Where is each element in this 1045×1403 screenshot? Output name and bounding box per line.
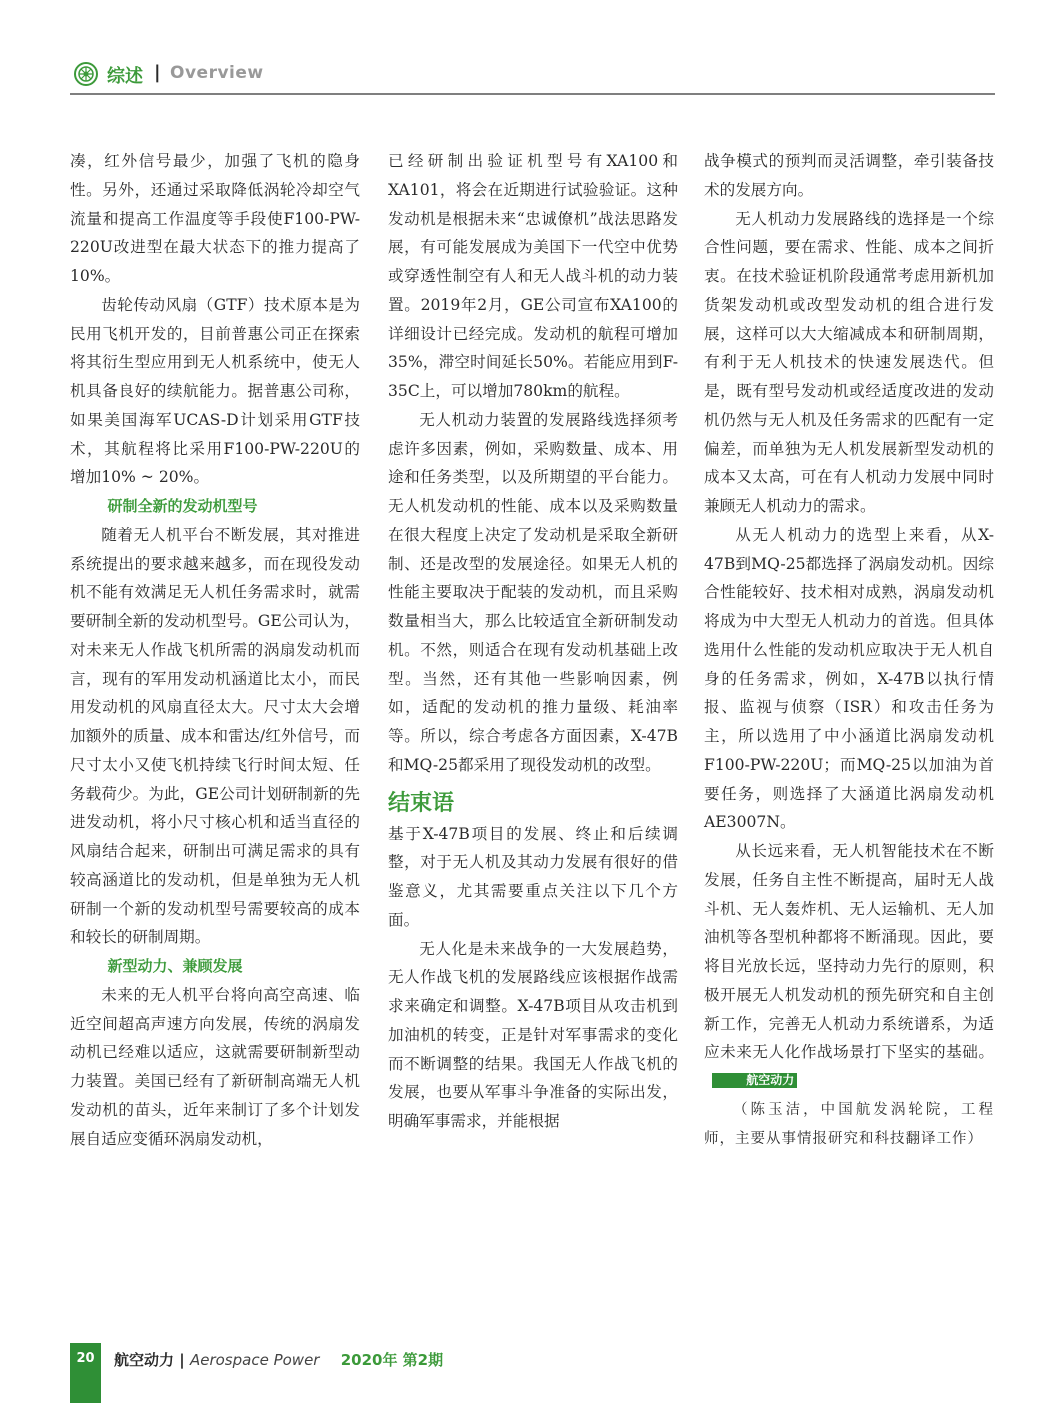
footer-separator: | <box>179 1351 185 1369</box>
text-column-1 <box>70 147 360 1153</box>
text-column-3 <box>704 147 994 1153</box>
journal-logo-icon <box>74 62 98 86</box>
issue-label: 2020年 第2期 <box>340 1351 444 1369</box>
paragraph: 从无人机动力的选型上来看，从X-47B到MQ-25都选择了涡扇发动机。因综合性能较好、技术相对成熟，涡扇发动机将成为中大型无人机动力的首选。但具体选用什么性能的发动机应取决于无人机自身的任务需求，例如，X-47B以执行情报、监视与侦察（ISR）和攻击任务为主，所以选用了中小涵道比涡扇发动机F100-PW-220U；而MQ-25以加油为首要任务，则选择了大涵道比涡扇发动机AE3007N。 <box>704 525 994 832</box>
page-number: 20 <box>76 1351 95 1366</box>
section-title-en: Overview <box>170 63 264 83</box>
paragraph: 未来的无人机平台将向高空高速、临近空间超高声速方向发展，传统的涡扇发动机已经难以适应，这就需要研制新型动力装置。美国已经有了新研制高端无人机发动机的苗头，近年来制订了多个计划发展自适应变循环涡扇发动机， <box>70 985 360 1148</box>
paragraph: 无人机动力装置的发展路线选择须考虑许多因素，例如，采购数量、成本、用途和任务类型，以及所期望的平台能力。无人机发动机的性能、成本以及采购数量在很大程度上决定了发动机是采取全新研制、还是改型的发展途径。如果无人机的性能主要取决于配装的发动机，而且采购数量相当大，那么比较适宜全新研制发动机。不然，则适合在现有发动机基础上改型。当然，还有其他一些影响因素，例如，适配的发动机的推力量级、耗油率等。所以，综合考虑各方面因素，X-47B和MQ-25都采用了现役发动机的改型。 <box>388 410 678 774</box>
paragraph: 基于X-47B项目的发展、终止和后续调整，对于无人机及其动力发展有很好的借鉴意义，尤其需要重点关注以下几个方面。 <box>388 824 678 929</box>
page-header <box>70 56 995 96</box>
subheading: 研制全新的发动机型号 <box>107 497 258 515</box>
paragraph: 随着无人机平台不断发展，其对推进系统提出的要求越来越多，而在现役发动机不能有效满足无人机任务需求时，就需要研制全新的发动机型号。GE公司认为，对未来无人作战飞机所需的涡扇发动机而言，现有的军用发动机涵道比太小，而民用发动机的风扇直径太大。尺寸太大会增加额外的质量、成本和雷达/红外信号，而尺寸太小又使飞机持续飞行时间太短、任务载荷少。为此，GE公司计划研制新的先进发动机，将小尺寸核心机和适当直径的风扇结合起来，研制出可满足需求的具有较高涵道比的发动机，但是单独为无人机研制一个新的发动机型号需要较高的成本和较长的研制周期。 <box>70 525 360 947</box>
author-note: （陈玉洁，中国航发涡轮院，工程师，主要从事情报研究和科技翻译工作） <box>704 1101 994 1147</box>
header-rule <box>70 93 995 95</box>
paragraph: 无人化是未来战争的一大发展趋势，无人作战飞机的发展路线应该根据作战需求来确定和调整。X-47B项目从攻击机到加油机的转变，正是针对军事需求的变化而不断调整的结果。我国无人作战飞机的发展，也要从军事斗争准备的实际出发，明确军事需求，并能根据 <box>388 939 678 1130</box>
end-mark-badge: 航空动力 <box>712 1073 797 1088</box>
journal-name-cn: 航空动力 <box>114 1351 175 1369</box>
section-heading: 结束语 <box>388 790 455 816</box>
paragraph-text: 从长远来看，无人机智能技术在不断发展，任务自主性不断提高，届时无人战斗机、无人轰炸机、无人运输机、无人加油机等各型机种都将不断涌现。因此，要将目光放长远，坚持动力先行的原则，积极开展无人机发动机的预先研究和自主创新工作，完善无人机动力系统谱系，为适应未来无人化作战场景打下坚实的基础。 <box>704 842 994 1062</box>
journal-footer <box>114 1349 443 1370</box>
paragraph: 齿轮传动风扇（GTF）技术原本是为民用飞机开发的，目前普惠公司正在探索将其衍生型应用到无人机系统中，使无人机具备良好的续航能力。据普惠公司称，如果美国海军UCAS-D计划采用GTF技术，其航程将比采用F100-PW-220U的增加10% ~ 20%。 <box>70 295 360 487</box>
subheading: 新型动力、兼顾发展 <box>107 957 243 975</box>
paragraph: 无人机动力发展路线的选择是一个综合性问题，要在需求、性能、成本之间折衷。在技术验证机阶段通常考虑用新机加货架发动机或改型发动机的组合进行发展，这样可以大大缩减成本和研制周期，有利于无人机技术的快速发展迭代。但是，既有型号发动机或经适度改进的发动机仍然与无人机及任务需求的匹配有一定偏差，而单独为无人机发展新型发动机的成本又太高，可在有人机动力发展中同时兼顾无人机动力的需求。 <box>704 209 994 515</box>
text-column-2 <box>388 147 678 1136</box>
header-separator: | <box>154 62 161 83</box>
paragraph: 已经研制出验证机型号有XA100和XA101，将会在近期进行试验验证。这种发动机是根据未来“忠诚僚机”战法思路发展，有可能发展成为美国下一代空中优势或穿透性制空有人和无人战斗机的动力装置。2019年2月，GE公司宣布XA100的详细设计已经完成。发动机的航程可增加35%，滞空时间延长50%。若能应用到F-35C上，可以增加780km的航程。 <box>388 152 678 400</box>
section-title-cn: 综述 <box>107 66 143 87</box>
paragraph: 凑，红外信号最少，加强了飞机的隐身性。另外，还通过采取降低涡轮冷却空气流量和提高工作温度等手段使F100-PW-220U改进型在最大状态下的推力提高了10%。 <box>70 152 360 285</box>
journal-name-en: Aerospace Power <box>189 1351 320 1369</box>
paragraph: 战争模式的预判而灵活调整，牵引装备技术的发展方向。 <box>704 152 994 199</box>
paragraph <box>704 837 994 1096</box>
